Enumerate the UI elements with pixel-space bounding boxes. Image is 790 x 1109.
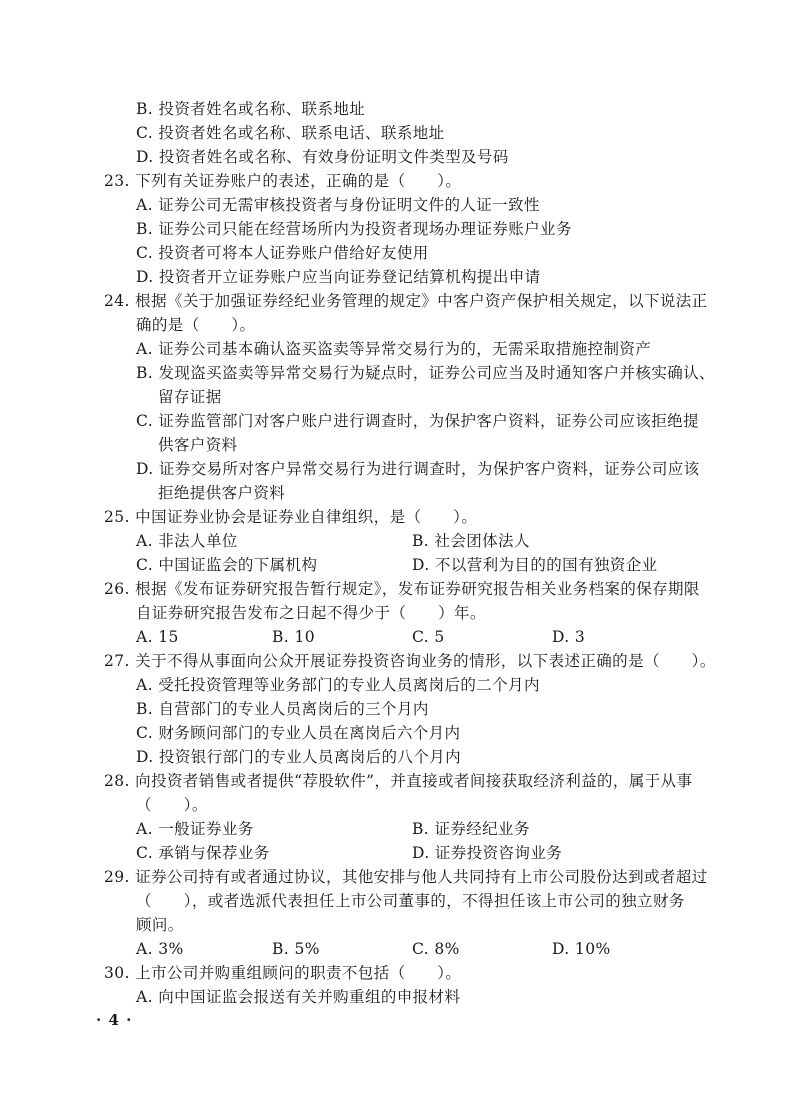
q26-stem: 26. 根据《发布证券研究报告暂行规定》，发布证券研究报告相关业务档案的保存期限 xyxy=(104,580,700,598)
q23-option-d: D. 投资者开立证券账户应当向证券登记结算机构提出申请 xyxy=(136,268,541,286)
q29-stem-cont-1: （ ），或者选派代表担任上市公司董事的，不得担任该上市公司的独立财务 xyxy=(136,892,685,910)
q24-option-a: A. 证券公司基本确认盗买盗卖等异常交易行为的，无需采取措施控制资产 xyxy=(136,340,652,358)
q29-option-a: A. 3% xyxy=(136,940,184,958)
q26-option-c: C. 5 xyxy=(412,628,445,646)
q24-option-c: C. 证券监管部门对客户账户进行调查时，为保护客户资料，证券公司应该拒绝提 xyxy=(136,412,699,430)
q24-option-b: B. 发现盗买盗卖等异常交易行为疑点时，证券公司应当及时通知客户并核实确认、 xyxy=(136,364,715,382)
q28-stem: 28. 向投资者销售或者提供“荐股软件”，并直接或者间接获取经济利益的，属于从事 xyxy=(104,772,693,790)
q29-stem: 29. 证券公司持有或者通过协议，其他安排与他人共同持有上市公司股份达到或者超过 xyxy=(104,868,708,886)
q24-stem: 24. 根据《关于加强证券经纪业务管理的规定》中客户资产保护相关规定，以下说法正 xyxy=(104,292,708,310)
q22-option-c: C. 投资者姓名或名称、联系电话、联系地址 xyxy=(136,124,445,142)
q29-stem-cont-2: 顾问。 xyxy=(136,916,184,934)
q22-option-b: B. 投资者姓名或名称、联系地址 xyxy=(136,100,366,118)
page-number: · 4 · xyxy=(96,1011,133,1029)
q24-option-d: D. 证券交易所对客户异常交易行为进行调查时，为保护客户资料，证券公司应该 xyxy=(136,460,700,478)
q26-option-d: D. 3 xyxy=(552,628,586,646)
q28-option-d: D. 证券投资咨询业务 xyxy=(412,844,563,862)
q27-option-c: C. 财务顾问部门的专业人员在离岗后六个月内 xyxy=(136,724,461,742)
q25-option-c: C. 中国证监会的下属机构 xyxy=(136,556,318,574)
q26-stem-cont: 自证券研究报告发布之日起不得少于（ ）年。 xyxy=(136,604,486,622)
q26-option-a: A. 15 xyxy=(136,628,179,646)
q26-option-b: B. 10 xyxy=(272,628,315,646)
q27-option-b: B. 自营部门的专业人员离岗后的三个月内 xyxy=(136,700,429,718)
q23-option-a: A. 证券公司无需审核投资者与身份证明文件的人证一致性 xyxy=(136,196,540,214)
q25-stem: 25. 中国证券业协会是证券业自律组织，是（ ）。 xyxy=(104,508,478,526)
q28-option-b: B. 证券经纪业务 xyxy=(412,820,530,838)
q24-option-b-cont: 留存证据 xyxy=(158,388,222,406)
q24-option-c-cont: 供客户资料 xyxy=(158,436,238,454)
q30-option-a: A. 向中国证监会报送有关并购重组的申报材料 xyxy=(136,988,461,1006)
q30-stem: 30. 上市公司并购重组顾问的职责不包括（ ）。 xyxy=(104,964,462,982)
q29-option-c: C. 8% xyxy=(412,940,460,958)
q25-option-b: B. 社会团体法人 xyxy=(412,532,530,550)
q27-option-d: D. 投资银行部门的专业人员离岗后的八个月内 xyxy=(136,748,462,766)
q23-option-c: C. 投资者可将本人证券账户借给好友使用 xyxy=(136,244,429,262)
q24-option-d-cont: 拒绝提供客户资料 xyxy=(158,484,286,502)
q22-option-d: D. 投资者姓名或名称、有效身份证明文件类型及号码 xyxy=(136,148,509,166)
q27-stem: 27. 关于不得从事面向公众开展证券投资咨询业务的情形，以下表述正确的是（ ）。 xyxy=(104,652,716,670)
q28-option-c: C. 承销与保荐业务 xyxy=(136,844,270,862)
q25-option-d: D. 不以营利为目的的国有独资企业 xyxy=(412,556,658,574)
q23-option-b: B. 证券公司只能在经营场所内为投资者现场办理证券账户业务 xyxy=(136,220,572,238)
q27-option-a: A. 受托投资管理等业务部门的专业人员离岗后的二个月内 xyxy=(136,676,540,694)
q29-option-b: B. 5% xyxy=(272,940,320,958)
q28-option-a: A. 一般证券业务 xyxy=(136,820,254,838)
q29-option-d: D. 10% xyxy=(552,940,611,958)
q25-option-a: A. 非法人单位 xyxy=(136,532,238,550)
q28-stem-cont: （ ）。 xyxy=(136,796,208,814)
q24-stem-cont: 确的是（ ）。 xyxy=(136,316,256,334)
q23-stem: 23. 下列有关证券账户的表述，正确的是（ ）。 xyxy=(104,172,462,190)
